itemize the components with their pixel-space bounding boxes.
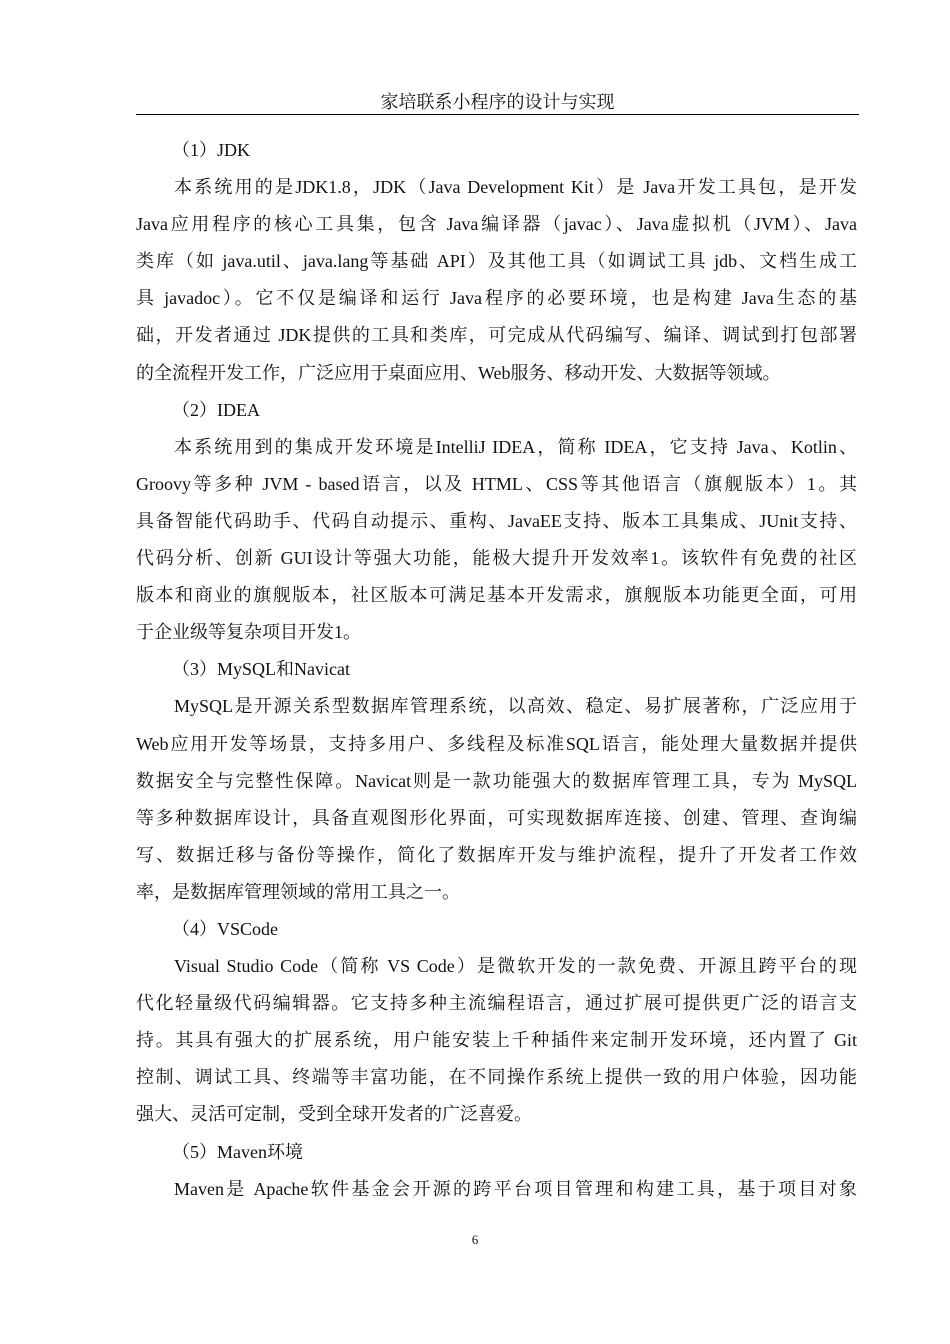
page-number: 6 — [471, 1232, 479, 1247]
section-heading: （2）IDEA — [172, 399, 260, 420]
paragraph-line: 础，开发者通过 JDK提供的工具和类库，可完成从代码编写、编译、调试到打包部署 — [136, 325, 857, 346]
paragraph-line: 具备智能代码助手、代码自动提示、重构、JavaEE支持、版本工具集成、JUnit支持、 — [136, 510, 857, 531]
paragraph-line: 写、数据迁移与备份等操作，简化了数据库开发与维护流程，提升了开发者工作效 — [136, 844, 857, 865]
document-body — [136, 132, 857, 1208]
paragraph-line: 代码分析、创新 GUI设计等强大功能，能极大提升开发效率1。该软件有免费的社区 — [136, 548, 857, 569]
paragraph-line: 代化轻量级代码编辑器。它支持多种主流编程语言，通过扩展可提供更广泛的语言支 — [136, 993, 857, 1014]
paragraph-line: Groovy等多种 JVM - based语言，以及 HTML、CSS等其他语言（旗舰版本）1。其 — [136, 473, 857, 494]
paragraph-line: 于企业级等复杂项目开发1。 — [136, 622, 361, 643]
paragraph-line: 版本和商业的旗舰版本，社区版本可满足基本开发需求，旗舰版本功能更全面，可用 — [136, 585, 857, 606]
section-heading: （5）Maven环境 — [172, 1141, 303, 1162]
paragraph-line: Visual Studio Code（简称 VS Code）是微软开发的一款免费、开源且跨平台的现 — [174, 956, 857, 977]
paragraph-line: 本系统用到的集成开发环境是IntelliJ IDEA，简称 IDEA，它支持 Java、Kotlin、 — [174, 436, 857, 457]
paragraph-line: Web应用开发等场景，支持多用户、多线程及标准SQL语言，能处理大量数据并提供 — [136, 733, 857, 754]
paragraph-line: 率，是数据库管理领域的常用工具之一。 — [136, 881, 460, 902]
running-header: 家培联系小程序的设计与实现 — [380, 92, 615, 112]
section-heading: （4）VSCode — [172, 918, 279, 939]
paragraph-line: 数据安全与完整性保障。Navicat则是一款功能强大的数据库管理工具，专为 MySQL — [136, 770, 857, 791]
paragraph-line: Maven是 Apache软件基金会开源的跨平台项目管理和构建工具，基于项目对象 — [174, 1178, 857, 1199]
paragraph-line: 强大、灵活可定制，受到全球开发者的广泛喜爱。 — [136, 1104, 532, 1125]
section-heading: （1）JDK — [172, 140, 251, 160]
paragraph-line: 等多种数据库设计，具备直观图形化界面，可实现数据库连接、创建、管理、查询编 — [136, 807, 857, 828]
paragraph-line: 具 javadoc）。它不仅是编译和运行 Java程序的必要环境，也是构建 Java生态的基 — [136, 288, 857, 309]
paragraph-line: 的全流程开发工作，广泛应用于桌面应用、Web服务、移动开发、大数据等领域。 — [136, 362, 781, 383]
paragraph-line: 类库（如 java.util、java.lang等基础 API）及其他工具（如调试工具 jdb、文档生成工 — [136, 251, 857, 272]
paragraph-line: 控制、调试工具、终端等丰富功能，在不同操作系统上提供一致的用户体验，因功能 — [136, 1067, 857, 1088]
paragraph-line: MySQL是开源关系型数据库管理系统，以高效、稳定、易扩展著称，广泛应用于 — [174, 696, 857, 717]
paragraph-line: 本系统用的是JDK1.8，JDK（Java Development Kit）是 Java开发工具包，是开发 — [174, 177, 857, 198]
header-rule — [136, 114, 859, 115]
paragraph-line: 持。其具有强大的扩展系统，用户能安装上千种插件来定制开发环境，还内置了 Git — [136, 1030, 857, 1051]
paragraph-line: Java应用程序的核心工具集，包含 Java编译器（javac）、Java虚拟机（JVM）、Java — [136, 214, 857, 235]
section-heading: （3）MySQL和Navicat — [172, 659, 350, 680]
